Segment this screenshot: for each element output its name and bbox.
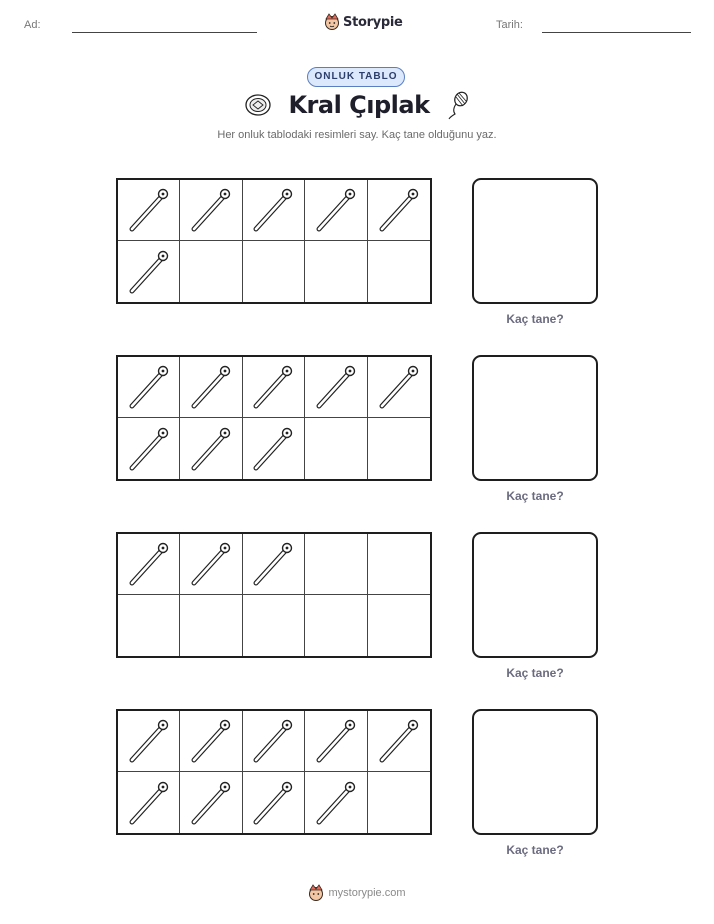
needle-icon bbox=[248, 539, 298, 589]
ten-frame-cell bbox=[305, 241, 367, 302]
needle-icon bbox=[311, 362, 361, 412]
ten-frame-cell bbox=[180, 711, 242, 772]
ten-frame-cell bbox=[305, 180, 367, 241]
answer-label: Kaç tane? bbox=[506, 489, 564, 503]
ten-frame-cell bbox=[118, 357, 180, 418]
ten-frame-cell bbox=[305, 595, 367, 656]
answer-box[interactable] bbox=[472, 532, 598, 658]
ten-frame-cell bbox=[180, 241, 242, 302]
ten-frame-cell bbox=[368, 772, 430, 833]
ten-frame-cell bbox=[118, 180, 180, 241]
ten-frame-cell bbox=[243, 418, 305, 479]
needle-icon bbox=[374, 362, 424, 412]
needle-icon bbox=[311, 778, 361, 828]
ten-frame-cell bbox=[305, 418, 367, 479]
ten-frame-cell bbox=[118, 418, 180, 479]
date-label: Tarih: bbox=[496, 19, 523, 31]
answer-label: Kaç tane? bbox=[506, 843, 564, 857]
brand-name: Storypie bbox=[343, 14, 403, 30]
ten-frame-cell bbox=[243, 357, 305, 418]
date-line[interactable] bbox=[542, 32, 691, 33]
ten-frame-cell bbox=[118, 711, 180, 772]
ten-frame-cell bbox=[180, 534, 242, 595]
needle-icon bbox=[186, 362, 236, 412]
ten-frame-cell bbox=[368, 180, 430, 241]
needle-icon bbox=[124, 185, 174, 235]
footer bbox=[0, 884, 714, 902]
ten-frame bbox=[116, 178, 432, 304]
needle-icon bbox=[186, 539, 236, 589]
answer-box[interactable] bbox=[472, 709, 598, 835]
ten-frame bbox=[116, 355, 432, 481]
ten-frame-cell bbox=[243, 711, 305, 772]
needle-icon bbox=[248, 424, 298, 474]
ten-frame-cell bbox=[368, 711, 430, 772]
ten-frame-cell bbox=[305, 534, 367, 595]
answer-label: Kaç tane? bbox=[506, 312, 564, 326]
needle-icon bbox=[186, 185, 236, 235]
ten-frame-cell bbox=[243, 534, 305, 595]
ten-frame-cell bbox=[180, 595, 242, 656]
ten-frame-cell bbox=[180, 180, 242, 241]
needle-icon bbox=[186, 716, 236, 766]
needle-icon bbox=[311, 185, 361, 235]
instructions: Her onluk tablodaki resimleri say. Kaç tane olduğunu yaz. bbox=[217, 129, 497, 141]
answer-box[interactable] bbox=[472, 178, 598, 304]
answer-box[interactable] bbox=[472, 355, 598, 481]
needle-icon bbox=[124, 362, 174, 412]
name-line[interactable] bbox=[72, 32, 257, 33]
needle-icon bbox=[186, 778, 236, 828]
needle-icon bbox=[248, 716, 298, 766]
needle-icon bbox=[124, 424, 174, 474]
ten-frame-cell bbox=[305, 772, 367, 833]
ten-frame-cell bbox=[180, 357, 242, 418]
ten-frame-cell bbox=[180, 418, 242, 479]
ten-frame-cell bbox=[368, 534, 430, 595]
title-row bbox=[0, 90, 714, 120]
ten-frame-cell bbox=[368, 595, 430, 656]
name-label: Ad: bbox=[24, 19, 41, 31]
brand-logo bbox=[324, 13, 403, 31]
mascot-icon bbox=[308, 884, 324, 902]
needle-icon bbox=[374, 185, 424, 235]
ten-frame-cell bbox=[368, 241, 430, 302]
ten-frame-cell bbox=[180, 772, 242, 833]
footer-url: mystorypie.com bbox=[328, 887, 406, 899]
needle-icon bbox=[186, 424, 236, 474]
ten-frame-cell bbox=[368, 357, 430, 418]
thread-icon bbox=[446, 90, 470, 120]
ten-frame-cell bbox=[368, 418, 430, 479]
coin-icon bbox=[244, 93, 272, 117]
worksheet-title: Kral Çıplak bbox=[288, 91, 430, 119]
ten-frame-cell bbox=[243, 241, 305, 302]
ten-frame-cell bbox=[118, 241, 180, 302]
worksheet-type-badge: ONLUK TABLO bbox=[307, 67, 405, 87]
needle-icon bbox=[374, 716, 424, 766]
ten-frame-cell bbox=[243, 180, 305, 241]
ten-frame-cell bbox=[305, 357, 367, 418]
ten-frame-cell bbox=[305, 711, 367, 772]
needle-icon bbox=[124, 778, 174, 828]
needle-icon bbox=[311, 716, 361, 766]
ten-frame bbox=[116, 532, 432, 658]
ten-frame bbox=[116, 709, 432, 835]
needle-icon bbox=[124, 716, 174, 766]
needle-icon bbox=[248, 185, 298, 235]
needle-icon bbox=[248, 778, 298, 828]
mascot-icon bbox=[324, 13, 340, 31]
needle-icon bbox=[124, 247, 174, 297]
needle-icon bbox=[124, 539, 174, 589]
ten-frame-cell bbox=[118, 595, 180, 656]
ten-frame-cell bbox=[118, 534, 180, 595]
needle-icon bbox=[248, 362, 298, 412]
ten-frame-cell bbox=[243, 772, 305, 833]
answer-label: Kaç tane? bbox=[506, 666, 564, 680]
ten-frame-cell bbox=[118, 772, 180, 833]
ten-frame-cell bbox=[243, 595, 305, 656]
